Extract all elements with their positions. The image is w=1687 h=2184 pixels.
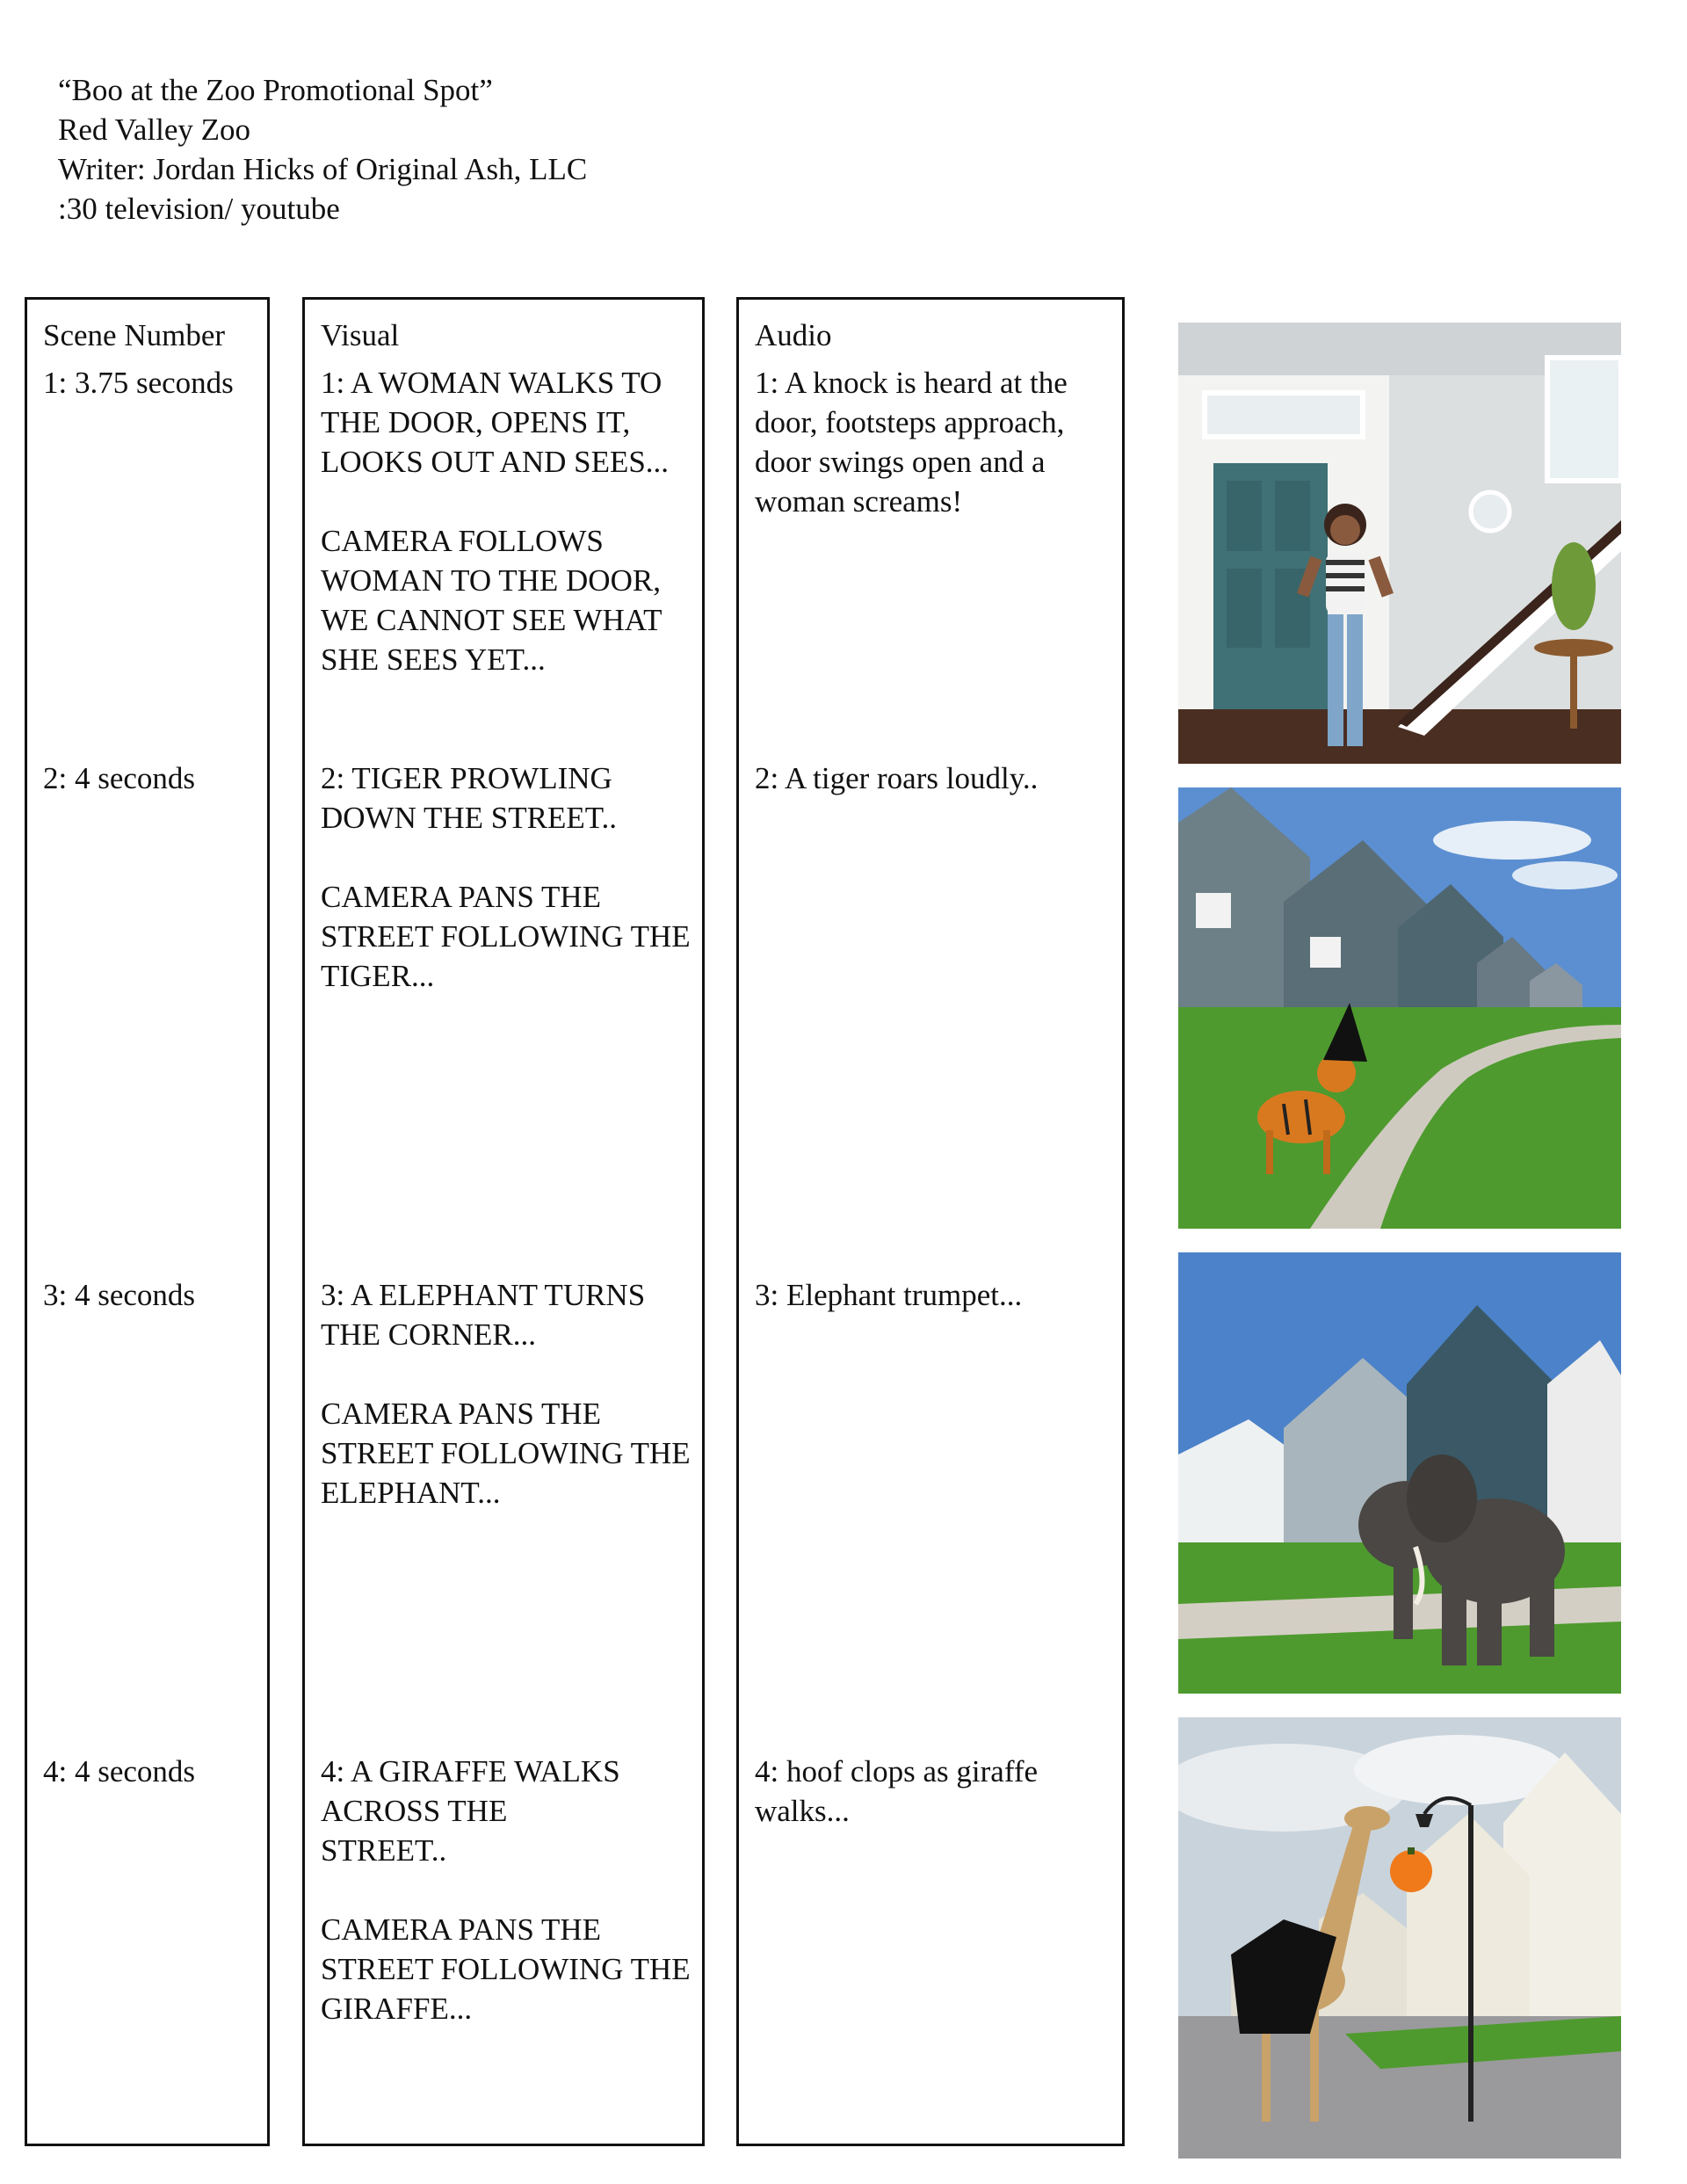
scene-4-photo — [1178, 1717, 1621, 2159]
scene-2-action: 2: TIGER PROWLING DOWN THE STREET.. — [321, 761, 617, 835]
audio-column — [736, 297, 1125, 2146]
scene-number-header: Scene Number — [43, 318, 226, 352]
scene-4-visual — [321, 1752, 693, 2028]
script-header — [58, 70, 587, 229]
scene-1-photo — [1178, 323, 1621, 764]
scene-2-visual — [321, 758, 693, 996]
scene-3-action: 3: A ELEPHANT TURNS THE CORNER... — [321, 1278, 646, 1352]
writer-credit: Writer: Jordan Hicks of Original Ash, LLC — [58, 152, 588, 186]
scene-number-column — [25, 297, 270, 2146]
spot-format: :30 television/ youtube — [58, 192, 340, 226]
scene-3-visual — [321, 1275, 693, 1513]
spot-title: “Boo at the Zoo Promotional Spot” — [58, 73, 493, 107]
visual-header: Visual — [321, 318, 400, 352]
scene-1-number: 1: 3.75 seconds — [43, 366, 234, 400]
scene-2-photo — [1178, 787, 1621, 1229]
scene-3-number: 3: 4 seconds — [43, 1278, 196, 1312]
scene-1-audio: 1: A knock is heard at the door, footsteps approach, door swings open and a woman screams! — [755, 366, 1068, 519]
scene-4-camera: CAMERA PANS THE STREET FOLLOWING THE GIRAFFE... — [321, 1912, 691, 2026]
scene-1-visual — [321, 363, 693, 679]
scene-2-camera: CAMERA PANS THE STREET FOLLOWING THE TIGER... — [321, 880, 691, 993]
scene-3-audio: 3: Elephant trumpet... — [755, 1278, 1023, 1312]
scene-3-photo — [1178, 1252, 1621, 1694]
audio-header: Audio — [755, 318, 832, 352]
scene-1-camera: CAMERA FOLLOWS WOMAN TO THE DOOR, WE CANNOT SEE WHAT SHE SEES YET... — [321, 524, 662, 677]
scene-3-camera: CAMERA PANS THE STREET FOLLOWING THE ELEPHANT... — [321, 1397, 691, 1510]
scene-4-number: 4: 4 seconds — [43, 1754, 196, 1789]
scene-4-action: 4: A GIRAFFE WALKS ACROSS THE STREET.. — [321, 1754, 620, 1868]
visual-column — [302, 297, 705, 2146]
scene-1-action: 1: A WOMAN WALKS TO THE DOOR, OPENS IT, LOOKS OUT AND SEES... — [321, 366, 670, 479]
client-name: Red Valley Zoo — [58, 112, 251, 147]
scene-2-audio: 2: A tiger roars loudly.. — [755, 761, 1039, 795]
scene-2-number: 2: 4 seconds — [43, 761, 196, 795]
scene-4-audio: 4: hoof clops as giraffe walks... — [755, 1754, 1039, 1828]
